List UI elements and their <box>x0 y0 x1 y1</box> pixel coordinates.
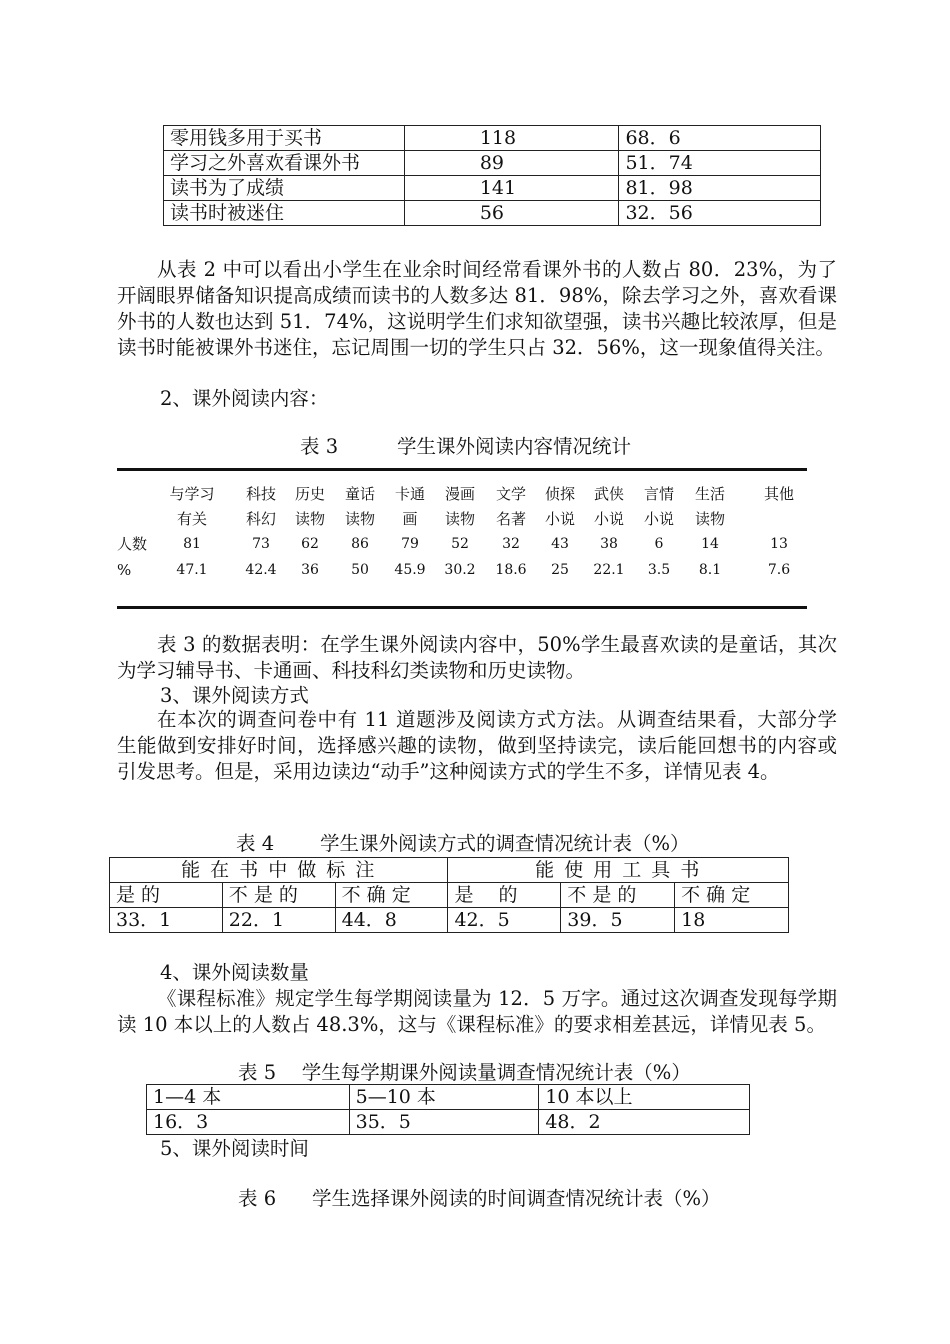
table-header-cell: 10 本以上 <box>539 1085 750 1110</box>
column-header-line2: 读物 <box>444 510 475 528</box>
table-row <box>164 126 821 151</box>
table-header-cell: 5—10 本 <box>349 1085 539 1110</box>
section-heading-reading-content: 2、课外阅读内容： <box>160 387 329 410</box>
paragraph-table2-analysis: 从表 2 中可以看出小学生在业余时间经常看课外书的人数占 80．23%，为了开阔眼界储备知识提高成绩而读书的人数多达 81．98%，除去学习之外，喜欢看课外书的人数也达到 51．74%，这说明学生们求知欲望强，读书兴趣比较浓厚，但是读书时能被课外书迷住，忘记周围一切的学生只占 32．56%，这一现象值得关注。 <box>117 258 837 359</box>
table-cell-percent: 7.6 <box>767 562 791 578</box>
table-row <box>164 176 821 201</box>
table-6-caption-number: 表 6 <box>238 1187 277 1210</box>
table-row <box>164 201 821 226</box>
table-top-rule <box>117 468 807 471</box>
column-header-line2: 科幻 <box>245 510 276 528</box>
table-cell: 33．1 <box>110 908 223 933</box>
table-row <box>110 908 789 933</box>
table-cell: 学习之外喜欢看课外书 <box>164 151 405 176</box>
table-group-header: 能 使 用 工 具 书 <box>448 858 789 883</box>
table-cell: 32．56 <box>619 201 821 226</box>
table-cell-percent: 30.2 <box>444 562 476 578</box>
column-header-line2: 小说 <box>544 510 575 528</box>
table-row <box>110 883 789 908</box>
table-header-cell: 不 确 定 <box>335 883 448 908</box>
column-header-line1: 其他 <box>763 485 794 503</box>
table-cell: 81．98 <box>619 176 821 201</box>
table-cell: 56 <box>404 201 619 226</box>
table-cell: 35．5 <box>349 1110 539 1135</box>
column-header-line2: 读物 <box>294 510 325 528</box>
paragraph-reading-method: 在本次的调查问卷中有 11 道题涉及阅读方式方法。从调查结果看，大部分学生能做到安排好时间，选择感兴趣的读物，做到坚持读完，读后能回想书的内容或引发思考。但是，采用边读边“动手”这种阅读方式的学生不多，详情见表 4。 <box>117 708 837 783</box>
column-header-line1: 卡通 <box>394 485 425 503</box>
column-header-line2: 读物 <box>344 510 375 528</box>
table-cell: 141 <box>404 176 619 201</box>
table-row <box>164 151 821 176</box>
table-5 <box>146 1084 750 1135</box>
column-header-line1: 科技 <box>245 485 276 503</box>
table-cell-count: 86 <box>351 536 369 552</box>
table-5-caption: 表 5 学生每学期课外阅读量调查情况统计表（%） <box>238 1061 691 1084</box>
table-header-cell: 不 是 的 <box>561 883 675 908</box>
table-cell: 39．5 <box>561 908 675 933</box>
table-cell-count: 32 <box>502 536 520 552</box>
column-header-line1: 武侠 <box>593 485 624 503</box>
table-cell: 读书为了成绩 <box>164 176 405 201</box>
table-cell: 48．2 <box>539 1110 750 1135</box>
table-cell-percent: 42.4 <box>245 562 277 578</box>
column-header-line1: 历史 <box>294 485 325 503</box>
table-cell: 22．1 <box>222 908 335 933</box>
table-cell-percent: 47.1 <box>176 562 208 578</box>
table-cell-count: 81 <box>183 536 201 552</box>
table-cell: 118 <box>404 126 619 151</box>
paragraph-table3-analysis: 表 3 的数据表明：在学生课外阅读内容中，50%学生最喜欢读的是童话，其次为学习辅导书、卡通画、科技科幻类读物和历史读物。 <box>117 633 837 682</box>
table-6-caption-title: 学生选择课外阅读的时间调查情况统计表（%） <box>312 1187 721 1210</box>
table-cell-percent: 36 <box>301 562 319 578</box>
table-cell: 42．5 <box>448 908 561 933</box>
column-header-line1: 童话 <box>344 485 375 503</box>
table-cell: 读书时被迷住 <box>164 201 405 226</box>
column-header-line2: 有关 <box>176 510 207 528</box>
table-cell-percent: 3.5 <box>647 562 671 578</box>
table-cell: 16．3 <box>147 1110 350 1135</box>
table-4-caption-title: 学生课外阅读方式的调查情况统计表（%） <box>320 832 690 855</box>
table-cell-count: 43 <box>551 536 569 552</box>
table-cell: 51．74 <box>619 151 821 176</box>
table-cell: 68．6 <box>619 126 821 151</box>
table-cell-percent: 25 <box>551 562 569 578</box>
table-row <box>147 1085 750 1110</box>
column-header-line1: 侦探 <box>544 485 575 503</box>
table-cell-percent: 50 <box>351 562 369 578</box>
table-cell-percent: 45.9 <box>394 562 426 578</box>
table-row <box>147 1110 750 1135</box>
table-header-cell: 不 确 定 <box>675 883 789 908</box>
table-cell-count: 79 <box>401 536 419 552</box>
row-label-count: 人数 <box>117 535 148 553</box>
table-cell-percent: 18.6 <box>495 562 527 578</box>
row-label-percent: % <box>117 561 132 579</box>
table-header-cell: 1—4 本 <box>147 1085 350 1110</box>
table-cell: 18 <box>675 908 789 933</box>
column-header-line2: 小说 <box>643 510 674 528</box>
table-cell: 89 <box>404 151 619 176</box>
column-header-line2: 画 <box>402 510 418 528</box>
column-header-line2: 名著 <box>495 510 526 528</box>
table-header-cell: 不 是 的 <box>222 883 335 908</box>
table-cell: 44．8 <box>335 908 448 933</box>
table-row <box>110 858 789 883</box>
table-4 <box>109 857 789 933</box>
table-3 <box>117 468 807 610</box>
paragraph-reading-quantity: 《课程标准》规定学生每学期阅读量为 12．5 万字。通过这次调查发现每学期读 10 本以上的人数占 48.3%，这与《课程标准》的要求相差甚远，详情见表 5。 <box>117 987 837 1036</box>
table-cell-count: 38 <box>600 536 618 552</box>
table-cell-percent: 8.1 <box>698 562 722 578</box>
section-heading-reading-method: 3、课外阅读方式 <box>160 684 309 707</box>
table-cell-count: 14 <box>701 536 719 552</box>
table-cell-count: 13 <box>770 536 788 552</box>
column-header-line1: 文学 <box>495 485 526 503</box>
table-2 <box>163 125 821 226</box>
table-3-caption-number: 表 3 <box>300 435 339 458</box>
column-header-line1: 与学习 <box>169 485 215 503</box>
table-cell-percent: 22.1 <box>593 562 625 578</box>
column-header-line2: 读物 <box>694 510 725 528</box>
table-header-cell: 是 的 <box>448 883 561 908</box>
column-header-line1: 生活 <box>694 485 725 503</box>
column-header-line2: 小说 <box>593 510 624 528</box>
table-bottom-rule <box>117 606 807 609</box>
table-group-header: 能 在 书 中 做 标 注 <box>110 858 448 883</box>
table-cell-count: 62 <box>301 536 319 552</box>
section-heading-reading-quantity: 4、课外阅读数量 <box>160 961 309 984</box>
table-header-cell: 是 的 <box>110 883 223 908</box>
table-cell-count: 6 <box>654 536 664 552</box>
column-header-line1: 漫画 <box>444 485 475 503</box>
table-cell-count: 73 <box>252 536 270 552</box>
table-3-caption-title: 学生课外阅读内容情况统计 <box>397 435 632 458</box>
table-cell: 零用钱多用于买书 <box>164 126 405 151</box>
table-4-caption-number: 表 4 <box>236 832 275 855</box>
table-cell-count: 52 <box>451 536 469 552</box>
section-heading-reading-time: 5、课外阅读时间 <box>160 1137 309 1160</box>
column-header-line1: 言情 <box>643 485 674 503</box>
